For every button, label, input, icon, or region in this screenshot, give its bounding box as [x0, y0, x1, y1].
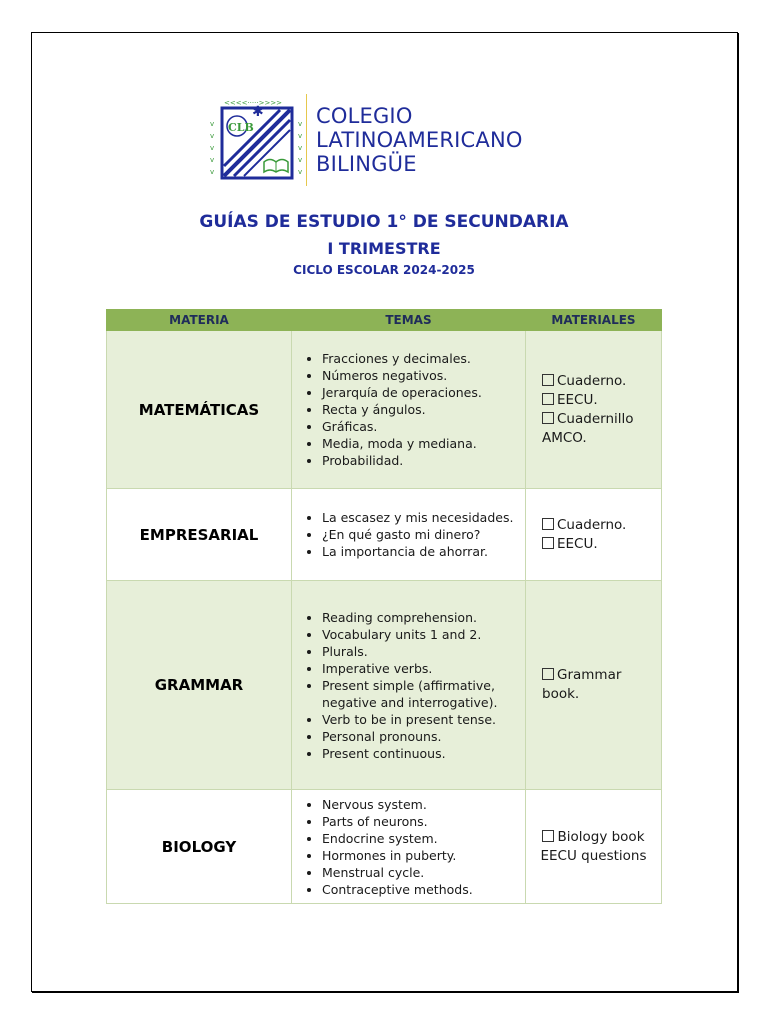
material-item: Biology book	[526, 828, 661, 847]
svg-text:v: v	[210, 132, 215, 140]
materials-cell	[526, 489, 662, 581]
subject-cell: BIOLOGY	[107, 790, 292, 904]
topic-item: • Hormones in puberty.	[322, 847, 525, 864]
topic-item: • Nervous system.	[322, 796, 525, 813]
material-item: Grammar book.	[542, 667, 622, 702]
subject-cell: MATEMÁTICAS	[107, 331, 292, 489]
topic-item: • Vocabulary units 1 and 2.	[322, 626, 525, 643]
material-item: EECU questions	[540, 847, 647, 864]
svg-text:v: v	[298, 120, 303, 128]
checkbox-icon	[542, 668, 554, 680]
svg-text:v: v	[298, 156, 303, 164]
term-title: I TRIMESTRE	[327, 239, 441, 258]
table-row	[107, 790, 662, 904]
topics-cell	[292, 331, 526, 489]
topic-item: • Contraceptive methods.	[322, 881, 525, 898]
svg-text:✱: ✱	[252, 104, 264, 120]
svg-text:<<<<·····>>>>: <<<<·····>>>>	[224, 99, 283, 107]
subject-cell: EMPRESARIAL	[107, 489, 292, 581]
topic-item: • Imperative verbs.	[322, 660, 525, 677]
school-name-line-1: COLEGIO	[316, 104, 413, 128]
topic-item: • Endocrine system.	[322, 830, 525, 847]
table-header-row	[107, 310, 662, 331]
checkbox-icon	[542, 412, 554, 424]
topics-cell	[292, 581, 526, 790]
subject-cell: GRAMMAR	[107, 581, 292, 790]
checkbox-icon	[542, 830, 554, 842]
material-item: EECU.	[526, 535, 661, 554]
topic-item: • Media, moda y mediana.	[322, 435, 525, 452]
school-name	[316, 104, 523, 176]
svg-text:v: v	[298, 144, 303, 152]
table-row	[107, 331, 662, 489]
topic-item: • ¿En qué gasto mi dinero?	[322, 526, 525, 543]
topic-item: • Fracciones y decimales.	[322, 350, 525, 367]
document-title: GUÍAS DE ESTUDIO 1° DE SECUNDARIA	[199, 212, 569, 232]
cycle-title: CICLO ESCOLAR 2024-2025	[293, 263, 475, 277]
material-item: Cuadernillo AMCO.	[542, 410, 634, 446]
school-shield-icon	[210, 96, 306, 184]
topic-item: • La importancia de ahorrar.	[322, 543, 525, 560]
topic-item: • Present continuous.	[322, 745, 525, 762]
topics-cell	[292, 489, 526, 581]
header-temas: TEMAS	[292, 310, 526, 331]
svg-text:v: v	[298, 132, 303, 140]
topic-item: • Present simple (affirmative, negative and interrogative).	[322, 677, 525, 711]
school-name-line-2: LATINOAMERICANO	[316, 128, 523, 152]
materials-cell	[526, 331, 662, 489]
topic-item: • Números negativos.	[322, 367, 525, 384]
school-logo	[210, 96, 306, 184]
study-guide-table	[106, 309, 662, 904]
table-row	[107, 489, 662, 581]
topic-item: • Gráficas.	[322, 418, 525, 435]
topics-cell	[292, 790, 526, 904]
materials-cell	[526, 581, 662, 790]
material-item: EECU.	[526, 391, 661, 410]
topic-item: • Reading comprehension.	[322, 609, 525, 626]
topic-item: • Parts of neurons.	[322, 813, 525, 830]
topic-item: • Plurals.	[322, 643, 525, 660]
materials-cell	[526, 790, 662, 904]
svg-text:v: v	[210, 120, 215, 128]
svg-text:v: v	[210, 144, 215, 152]
checkbox-icon	[542, 518, 554, 530]
svg-text:v: v	[298, 168, 303, 176]
logo-divider	[306, 94, 307, 186]
topic-item: • Menstrual cycle.	[322, 864, 525, 881]
topic-item: • Jerarquía de operaciones.	[322, 384, 525, 401]
header-materia: MATERIA	[107, 310, 292, 331]
checkbox-icon	[542, 393, 554, 405]
checkbox-icon	[542, 374, 554, 386]
material-item: Cuaderno.	[526, 516, 661, 535]
topic-item: • Recta y ángulos.	[322, 401, 525, 418]
header-materiales: MATERIALES	[526, 310, 662, 331]
topic-item: • Personal pronouns.	[322, 728, 525, 745]
topic-item: • Probabilidad.	[322, 452, 525, 469]
topic-item: • Verb to be in present tense.	[322, 711, 525, 728]
material-item: Cuaderno.	[526, 372, 661, 391]
topic-item: • La escasez y mis necesidades.	[322, 509, 525, 526]
svg-text:v: v	[210, 168, 215, 176]
svg-text:v: v	[210, 156, 215, 164]
school-name-line-3: BILINGÜE	[316, 152, 417, 176]
logo-monogram: CLB	[228, 121, 254, 134]
checkbox-icon	[542, 537, 554, 549]
table-row	[107, 581, 662, 790]
